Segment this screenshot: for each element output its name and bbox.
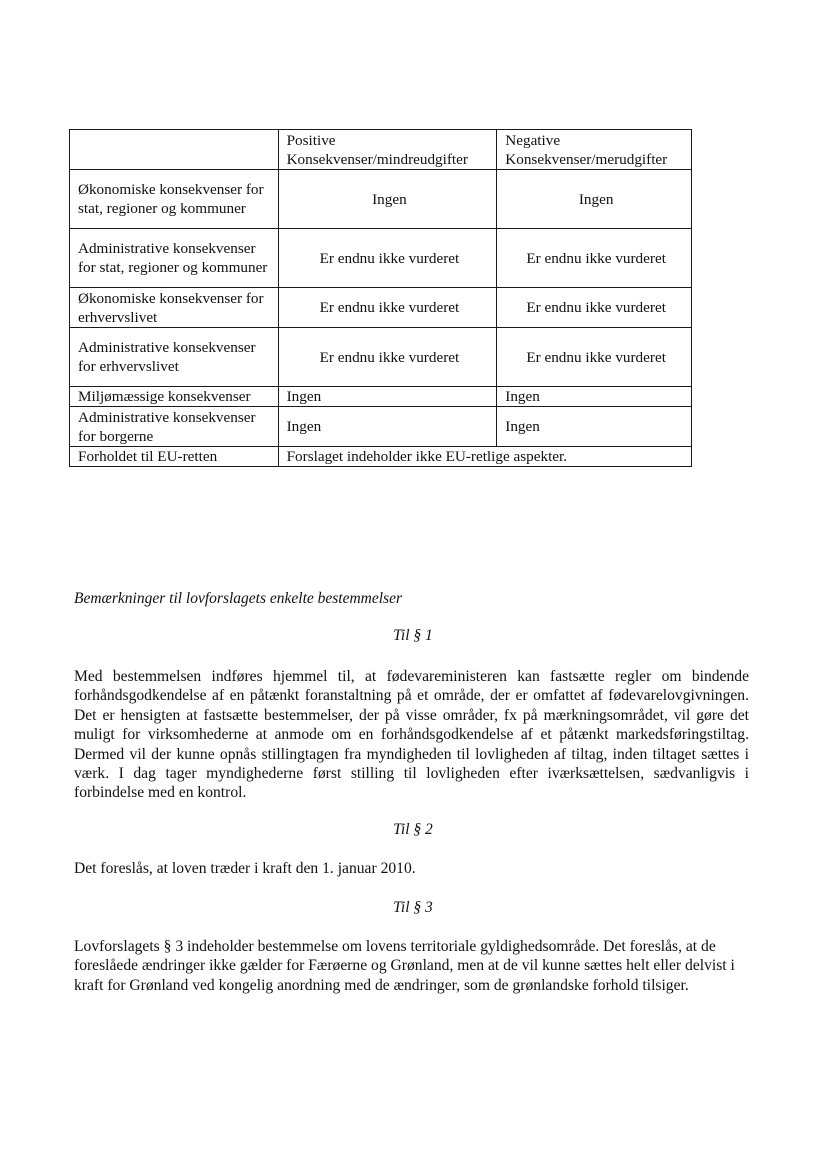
remarks-heading: Bemærkninger til lovforslagets enkelte bestemmelser — [74, 590, 403, 607]
row-negative-value: Er endnu ikke vurderet — [497, 229, 692, 288]
row-positive-value: Er endnu ikke vurderet — [278, 229, 497, 288]
section-title-3: Til § 3 — [393, 899, 433, 916]
table-row — [70, 407, 692, 447]
section-text-3: Lovforslagets § 3 indeholder bestemmelse om lovens territoriale gyldighedsområde. Det foreslås, at de foreslåede ændringer ikke gælder for Færøerne og Grønland, men at de vil kunne sættes helt eller delvist i kraft for Grønland ved kongelig anordning med de ændringer, som de grønlandske forhold tilsiger. — [74, 938, 735, 994]
section-text-2: Det foreslås, at loven træder i kraft den 1. januar 2010. — [74, 860, 416, 877]
row-label: Miljømæssige konsekvenser — [70, 387, 279, 407]
row-label: Administrative konsekvenser for stat, regioner og kommuner — [70, 229, 279, 288]
row-negative-value: Ingen — [497, 407, 692, 447]
row-positive-value: Er endnu ikke vurderet — [278, 328, 497, 387]
section-title-1: Til § 1 — [393, 627, 433, 644]
eu-row-label: Forholdet til EU-retten — [70, 447, 279, 467]
row-positive-value: Ingen — [278, 170, 497, 229]
header-cell-empty — [70, 130, 279, 170]
eu-row-value: Forslaget indeholder ikke EU-retlige aspekter. — [278, 447, 691, 467]
row-negative-value: Er endnu ikke vurderet — [497, 328, 692, 387]
table-row-eu — [70, 447, 692, 467]
row-label: Administrative konsekvenser for erhvervslivet — [70, 328, 279, 387]
row-negative-value: Er endnu ikke vurderet — [497, 288, 692, 328]
table-row — [70, 328, 692, 387]
section-title-2: Til § 2 — [393, 821, 433, 838]
table-row — [70, 170, 692, 229]
row-negative-value: Ingen — [497, 387, 692, 407]
row-positive-value: Er endnu ikke vurderet — [278, 288, 497, 328]
table-row — [70, 387, 692, 407]
consequences-table — [69, 129, 692, 467]
row-positive-value: Ingen — [278, 387, 497, 407]
table-row — [70, 288, 692, 328]
row-label: Økonomiske konsekvenser for erhvervslivet — [70, 288, 279, 328]
header-cell-positive: Positive Konsekvenser/mindreudgifter — [278, 130, 497, 170]
row-positive-value: Ingen — [278, 407, 497, 447]
header-cell-negative: Negative Konsekvenser/merudgifter — [497, 130, 692, 170]
table-header-row — [70, 130, 692, 170]
table-row — [70, 229, 692, 288]
row-negative-value: Ingen — [497, 170, 692, 229]
row-label: Administrative konsekvenser for borgerne — [70, 407, 279, 447]
section-text-1: Med bestemmelsen indføres hjemmel til, at fødevareministeren kan fastsætte regler om bindende forhåndsgodkendelse af en påtænkt foranstaltning på et område, der er omfattet af fødevarelovgivningen. Det er hensigten at fastsætte bestemmelser, der på visse områder, fx på mærkningsområdet, vil gøre det muligt for virksomhederne at anmode om en forhåndsgodkendelse af et påtænkt markedsføringstiltag. Dermed vil der kunne opnås stillingtagen fra myndigheden til lovligheden af tiltag, inden tiltaget sættes i værk. I dag tager myndighederne først stilling til lovligheden efter iværksættelsen, sædvanligvis i forbindelse med en kontrol. — [74, 668, 749, 802]
row-label: Økonomiske konsekvenser for stat, regioner og kommuner — [70, 170, 279, 229]
